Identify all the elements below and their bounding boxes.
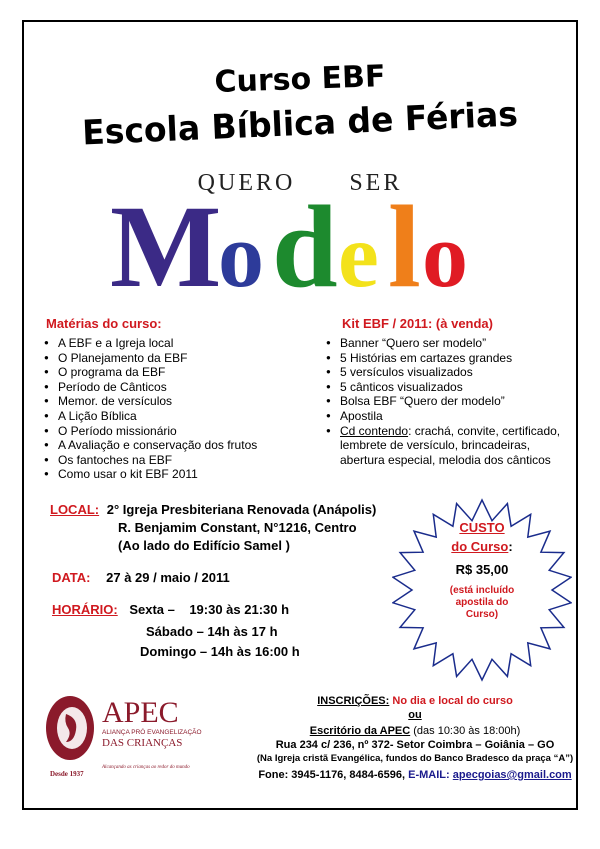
theme-quero: QUERO bbox=[197, 170, 296, 196]
kit-title: Kit EBF / 2011: (à venda) bbox=[342, 316, 493, 331]
kit-list bbox=[326, 336, 566, 467]
insc-email-label: E-MAIL: bbox=[405, 769, 453, 781]
custo-label2: do Curso bbox=[451, 539, 509, 554]
course-subtitle: Escola Bíblica de Férias bbox=[81, 94, 519, 154]
theme-letter-o1: o bbox=[218, 204, 264, 296]
data-value: 27 à 29 / maio / 2011 bbox=[106, 570, 230, 585]
course-title: Curso EBF bbox=[213, 59, 387, 100]
theme-letter-m: M bbox=[110, 181, 222, 296]
theme-letter-o2: o bbox=[422, 204, 468, 296]
theme-letter-e: e bbox=[338, 204, 379, 296]
horario-line3: Domingo – 14h às 16:00 h bbox=[140, 644, 300, 659]
insc-phone: Fone: 3945-1176, 8484-6596, bbox=[258, 769, 406, 781]
local-line2: R. Benjamim Constant, N°1216, Centro bbox=[118, 520, 357, 535]
insc-note: (Na Igreja cristã Evangélica, fundos do Banco Bradesco da praça “A”) bbox=[256, 753, 574, 764]
local-line1: 2° Igreja Presbiteriana Renovada (Anápolis) bbox=[106, 502, 377, 517]
materia-item: ● O Planejamento da EBF bbox=[44, 351, 314, 366]
materia-item: ● Os fantoches na EBF bbox=[44, 453, 314, 468]
materia-item: ● Memor. de versículos bbox=[44, 394, 314, 409]
kit-cd-label: Cd contendo bbox=[340, 423, 409, 438]
apec-logo bbox=[38, 684, 238, 784]
materia-item: ● A Avaliação e conservação dos frutos bbox=[44, 438, 314, 453]
insc-ou: ou bbox=[408, 709, 422, 721]
horario-line2: Sábado – 14h às 17 h bbox=[146, 624, 278, 639]
kit-item: ● Bolsa EBF “Quero der modelo” bbox=[326, 394, 566, 409]
horario-block bbox=[52, 602, 289, 617]
materias-title: Matérias do curso: bbox=[46, 316, 162, 331]
price-box bbox=[392, 520, 572, 621]
kit-item: ● 5 Histórias em cartazes grandes bbox=[326, 351, 566, 366]
materia-item: ● Como usar o kit EBF 2011 bbox=[44, 467, 314, 482]
custo-colon: : bbox=[508, 539, 513, 554]
data-label: DATA: bbox=[52, 570, 91, 585]
materia-item: ● O programa da EBF bbox=[44, 365, 314, 380]
kit-cd-text: : crachá, convite, certificado, lembrete de versículo, brincadeiras, abertura especial, melodia dos cânticos bbox=[340, 423, 561, 467]
insc-label: INSCRIÇÕES: bbox=[317, 695, 390, 707]
kit-item: ● 5 cânticos visualizados bbox=[326, 380, 566, 395]
data-block bbox=[52, 570, 230, 585]
insc-addr: Rua 234 c/ 236, nº 372- Setor Coimbra – Goiânia – GO bbox=[275, 739, 555, 751]
local-line3: (Ao lado do Edifício Samel ) bbox=[118, 538, 290, 553]
horario-line1: Sexta – 19:30 às 21:30 h bbox=[129, 602, 290, 617]
insc-office: Escritório da APEC bbox=[309, 725, 411, 737]
materia-item: ● A EBF e a Igreja local bbox=[44, 336, 314, 351]
theme-modelo-logo bbox=[100, 176, 500, 296]
local-block bbox=[50, 502, 376, 517]
horario-label: HORÁRIO: bbox=[52, 602, 118, 617]
custo-note: (está incluído apostila do Curso) bbox=[449, 585, 515, 620]
kit-item-cd bbox=[326, 424, 566, 468]
materias-list bbox=[44, 336, 314, 482]
materia-item: ● O Período missionário bbox=[44, 424, 314, 439]
kit-item: ● 5 versículos visualizados bbox=[326, 365, 566, 380]
apec-since: Desde 1937 bbox=[50, 770, 84, 778]
custo-price: R$ 35,00 bbox=[455, 562, 509, 577]
theme-letter-d: d bbox=[272, 181, 338, 296]
materia-item: ● A Lição Bíblica bbox=[44, 409, 314, 424]
theme-letter-l: l bbox=[388, 181, 421, 296]
materia-item: ● Período de Cânticos bbox=[44, 380, 314, 395]
apec-sub1: ALIANÇA PRÓ EVANGELIZAÇÃO bbox=[102, 729, 202, 736]
insc-hours: (das 10:30 às 18:00h) bbox=[410, 725, 521, 737]
insc-l1: No dia e local do curso bbox=[389, 695, 513, 707]
apec-slogan: Alcançando as crianças ao redor do mundo bbox=[102, 765, 190, 770]
apec-name: APEC bbox=[102, 696, 179, 729]
insc-email[interactable]: apecgoias@gmail.com bbox=[452, 769, 572, 781]
apec-sub2: DAS CRIANÇAS bbox=[102, 737, 183, 749]
local-label: LOCAL: bbox=[50, 502, 100, 517]
custo-label: CUSTO bbox=[459, 520, 505, 535]
kit-item: ● Apostila bbox=[326, 409, 566, 424]
kit-item: ● Banner “Quero ser modelo” bbox=[326, 336, 566, 351]
inscricoes-block bbox=[250, 694, 580, 782]
theme-ser: SER bbox=[349, 170, 403, 196]
